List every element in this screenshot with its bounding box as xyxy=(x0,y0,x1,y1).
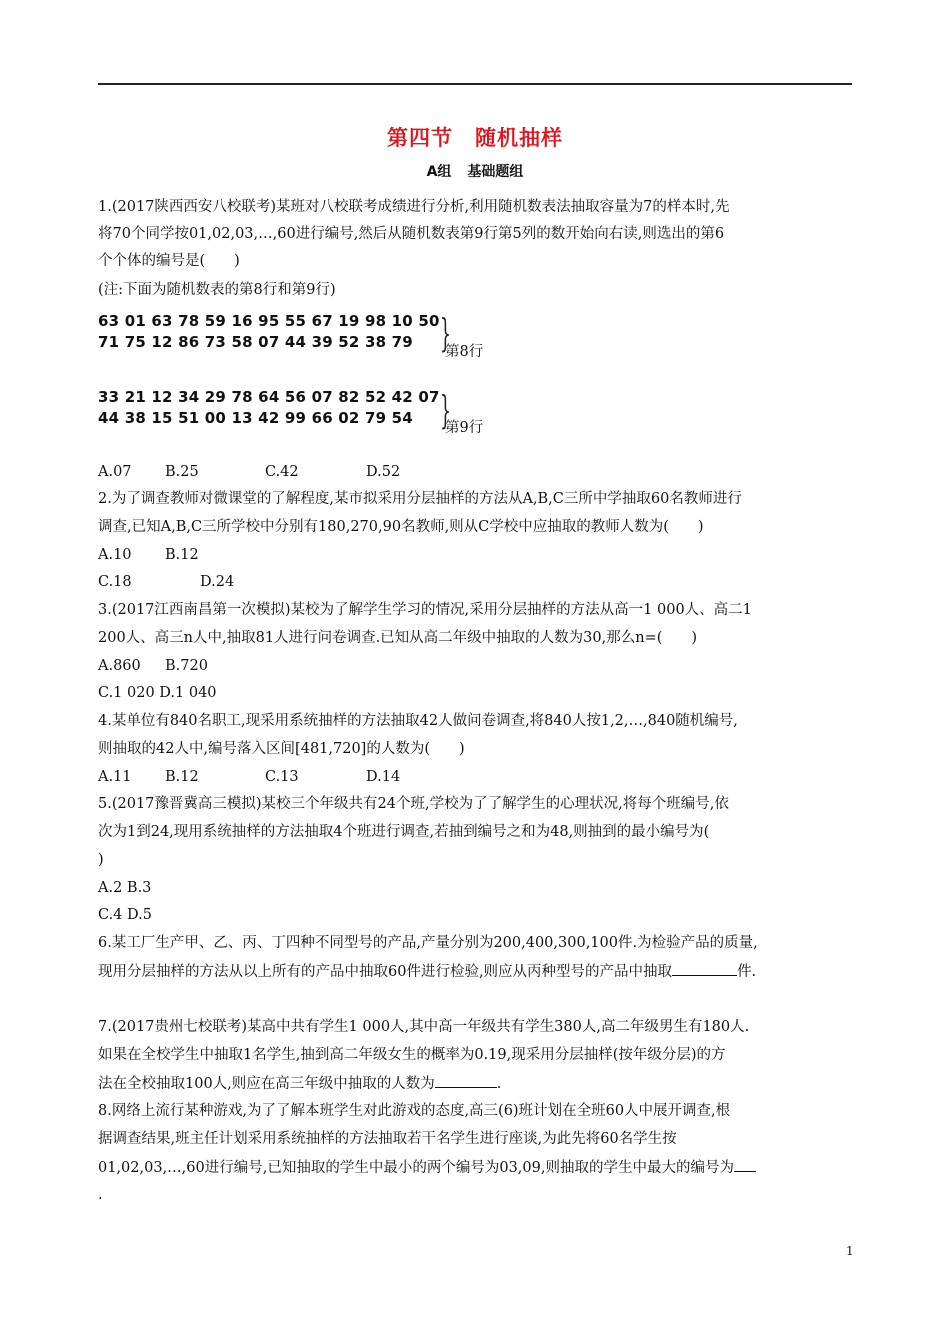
q5-options-ab: A.2 B.3 xyxy=(98,880,152,896)
q1-options xyxy=(98,462,400,482)
q8-line-1: 8.网络上流行某种游戏,为了了解本班学生对此游戏的态度,高三(6)班计划在全班60人中展开调查,根 xyxy=(98,1103,731,1119)
q4-option-b: B.12 xyxy=(165,769,199,785)
group-heading xyxy=(0,161,950,181)
row9-brace-icon: } xyxy=(440,388,451,432)
q6-line-1: 6.某工厂生产甲、乙、丙、丁四种不同型号的产品,产量分别为200,400,300,100件.为检验产品的质量, xyxy=(98,935,758,951)
random-table-row8-b: 71 75 12 86 73 58 07 44 39 52 38 79 xyxy=(98,333,413,351)
q6-line-2-text: 现用分层抽样的方法从以上所有的产品中抽取60件进行检验,则应从丙种型号的产品中抽取 xyxy=(98,964,673,980)
q4-line-1: 4.某单位有840名职工,现采用系统抽样的方法抽取42人做问卷调查,将840人按1,2,…,840随机编号, xyxy=(98,713,738,729)
q5-line-1: 5.(2017豫晋冀高三模拟)某校三个年级共有24个班,学校为了了解学生的心理状况,将每个班编号,依 xyxy=(98,796,729,812)
random-table-row9-b: 44 38 15 51 00 13 42 99 66 02 79 54 xyxy=(98,409,413,427)
q3-options-cd: C.1 020 D.1 040 xyxy=(98,685,217,701)
q3-options-ab xyxy=(98,656,208,676)
q1-option-c: C.42 xyxy=(265,464,299,480)
q7-line-3-text: 法在全校抽取100人,则应在高三年级中抽取的人数为 xyxy=(98,1076,435,1092)
q2-option-a: A.10 xyxy=(98,547,132,563)
q2-option-c: C.18 xyxy=(98,574,132,590)
q6-answer-blank xyxy=(672,961,737,976)
row8-label: 第8行 xyxy=(445,344,484,360)
q7-line-2: 如果在全校学生中抽取1名学生,抽到高二年级女生的概率为0.19,现采用分层抽样(按年级分层)的方 xyxy=(98,1047,726,1063)
q5-line-2: 次为1到24,现用系统抽样的方法抽取4个班进行调查,若抽到编号之和为48,则抽到的最小编号为( xyxy=(98,824,710,840)
q8-answer-blank xyxy=(734,1157,756,1172)
header-rule xyxy=(98,83,852,85)
page-number: 1 xyxy=(846,1244,854,1258)
row9-label: 第9行 xyxy=(445,420,484,436)
group-name: 基础题组 xyxy=(467,164,524,180)
q4-option-c: C.13 xyxy=(265,769,299,785)
random-table-row9-a: 33 21 12 34 29 78 64 56 07 82 52 42 07 xyxy=(98,388,440,406)
q3-line-2: 200人、高三n人中,抽取81人进行问卷调查.已知从高二年级中抽取的人数为30,那么n=( ) xyxy=(98,630,698,646)
q5-line-3: ) xyxy=(98,852,104,868)
title-part-2: 随机抽样 xyxy=(475,126,563,150)
q2-options-cd xyxy=(98,572,234,592)
q5-options-cd: C.4 D.5 xyxy=(98,907,152,923)
q6-line-2-end: 件. xyxy=(737,964,757,980)
q1-option-a: A.07 xyxy=(98,464,132,480)
q2-option-b: B.12 xyxy=(165,547,199,563)
q7-line-1: 7.(2017贵州七校联考)某高中共有学生1 000人,其中高一年级共有学生380人,高二年级男生有180人. xyxy=(98,1019,750,1035)
q2-line-1: 2.为了调查教师对微课堂的了解程度,某市拟采用分层抽样的方法从A,B,C三所中学抽取60名教师进行 xyxy=(98,491,742,507)
section-title xyxy=(0,122,950,152)
random-table-row8-a: 63 01 63 78 59 16 95 55 67 19 98 10 50 xyxy=(98,312,440,330)
q3-option-a: A.860 xyxy=(98,658,141,674)
group-label: A组 xyxy=(426,164,452,180)
q8-line-3 xyxy=(98,1157,756,1178)
q2-option-d: D.24 xyxy=(200,574,235,590)
q8-line-4: . xyxy=(98,1187,103,1203)
q7-line-3 xyxy=(98,1073,501,1094)
q7-line-3-end: . xyxy=(496,1076,502,1092)
q1-line-2: 将70个同学按01,02,03,…,60进行编号,然后从随机数表第9行第5列的数开始向右读,则选出的第6 xyxy=(98,226,725,242)
q1-option-d: D.52 xyxy=(366,464,401,480)
row8-brace-icon: } xyxy=(440,311,451,355)
q2-line-2: 调查,已知A,B,C三所学校中分别有180,270,90名教师,则从C学校中应抽取的教师人数为( ) xyxy=(98,519,704,535)
q3-option-b: B.720 xyxy=(165,658,208,674)
q7-answer-blank xyxy=(435,1073,497,1088)
q2-options-ab xyxy=(98,545,199,565)
title-part-1: 第四节 xyxy=(387,126,453,150)
q4-option-d: D.14 xyxy=(366,769,401,785)
q6-line-2 xyxy=(98,961,756,982)
q8-line-2: 据调查结果,班主任计划采用系统抽样的方法抽取若干名学生进行座谈,为此先将60名学生按 xyxy=(98,1131,677,1147)
q4-option-a: A.11 xyxy=(98,769,132,785)
q4-line-2: 则抽取的42人中,编号落入区间[481,720]的人数为( ) xyxy=(98,741,465,757)
q8-line-3-text: 01,02,03,…,60进行编号,已知抽取的学生中最小的两个编号为03,09,则抽取的学生中最大的编号为 xyxy=(98,1160,734,1176)
q4-options xyxy=(98,767,400,787)
q1-line-1: 1.(2017陕西西安八校联考)某班对八校联考成绩进行分析,利用随机数表法抽取容量为7的样本时,先 xyxy=(98,199,730,215)
q3-line-1: 3.(2017江西南昌第一次模拟)某校为了解学生学习的情况,采用分层抽样的方法从高一1 000人、高二1 xyxy=(98,602,752,618)
q1-option-b: B.25 xyxy=(165,464,199,480)
q1-line-3: 个个体的编号是( ) xyxy=(98,253,240,269)
q1-note: (注:下面为随机数表的第8行和第9行) xyxy=(98,282,336,298)
